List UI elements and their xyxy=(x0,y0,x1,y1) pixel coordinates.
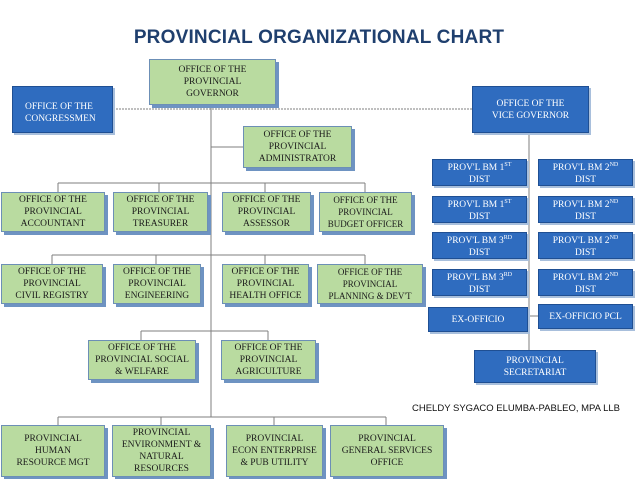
planning-dev-box: OFFICE OF THE PROVINCIAL PLANNING & DEV'T xyxy=(317,264,423,304)
author-credit: CHELDY SYGACO ELUMBA-PABLEO, MPA LLB xyxy=(412,403,621,414)
assessor-box: OFFICE OF THE PROVINCIAL ASSESSOR xyxy=(222,192,311,232)
civil-registry-box: OFFICE OF THE PROVINCIAL CIVIL REGISTRY xyxy=(1,264,103,304)
vice-governor-box: OFFICE OF THE VICE GOVERNOR xyxy=(472,86,589,133)
social-welfare-box: OFFICE OF THE PROVINCIAL SOCIAL & WELFARE xyxy=(88,340,196,380)
general-services-box: PROVINCIAL GENERAL SERVICES OFFICE xyxy=(330,425,444,477)
econ-enterprise-box: PROVINCIAL ECON ENTERPRISE & PUB UTILITY xyxy=(226,425,323,477)
governor-box: OFFICE OF THE PROVINCIAL GOVERNOR xyxy=(149,59,276,105)
treasurer-box: OFFICE OF THE PROVINCIAL TREASURER xyxy=(113,192,208,232)
board-member-box: PROV'L BM 1ST DIST xyxy=(432,159,527,186)
congressmen-box: OFFICE OF THE CONGRESSMEN xyxy=(12,86,113,133)
page-title: PROVINCIAL ORGANIZATIONAL CHART xyxy=(133,27,505,48)
board-member-box: PROV'L BM 2ND DIST xyxy=(538,159,633,186)
human-resource-box: PROVINCIAL HUMAN RESOURCE MGT xyxy=(1,425,105,477)
ex-officio-box: EX-OFFICIO xyxy=(428,307,528,332)
environment-resources-box: PROVINCIAL ENVIRONMENT & NATURAL RESOURCES xyxy=(112,425,211,477)
board-member-box: PROV'L BM 2ND DIST xyxy=(538,232,633,259)
budget-officer-box: OFFICE OF THE PROVINCIAL BUDGET OFFICER xyxy=(319,192,412,232)
administrator-box: OFFICE OF THE PROVINCIAL ADMINISTRATOR xyxy=(243,126,352,168)
board-member-box: PROV'L BM 2ND DIST xyxy=(538,269,633,296)
board-member-box: PROV'L BM 3RD DIST xyxy=(432,232,527,259)
accountant-box: OFFICE OF THE PROVINCIAL ACCOUNTANT xyxy=(1,192,105,232)
board-member-box: PROV'L BM 2ND DIST xyxy=(538,196,633,223)
ex-officio-pcl-box: EX-OFFICIO PCL xyxy=(538,304,633,329)
secretariat-box: PROVINCIAL SECRETARIAT xyxy=(474,350,596,383)
health-office-box: OFFICE OF THE PROVINCIAL HEALTH OFFICE xyxy=(222,264,309,304)
agriculture-box: OFFICE OF THE PROVINCIAL AGRICULTURE xyxy=(221,340,316,380)
engineering-box: OFFICE OF THE PROVINCIAL ENGINEERING xyxy=(113,264,201,304)
board-member-box: PROV'L BM 3RD DIST xyxy=(432,269,527,296)
board-member-box: PROV'L BM 1ST DIST xyxy=(432,196,527,223)
